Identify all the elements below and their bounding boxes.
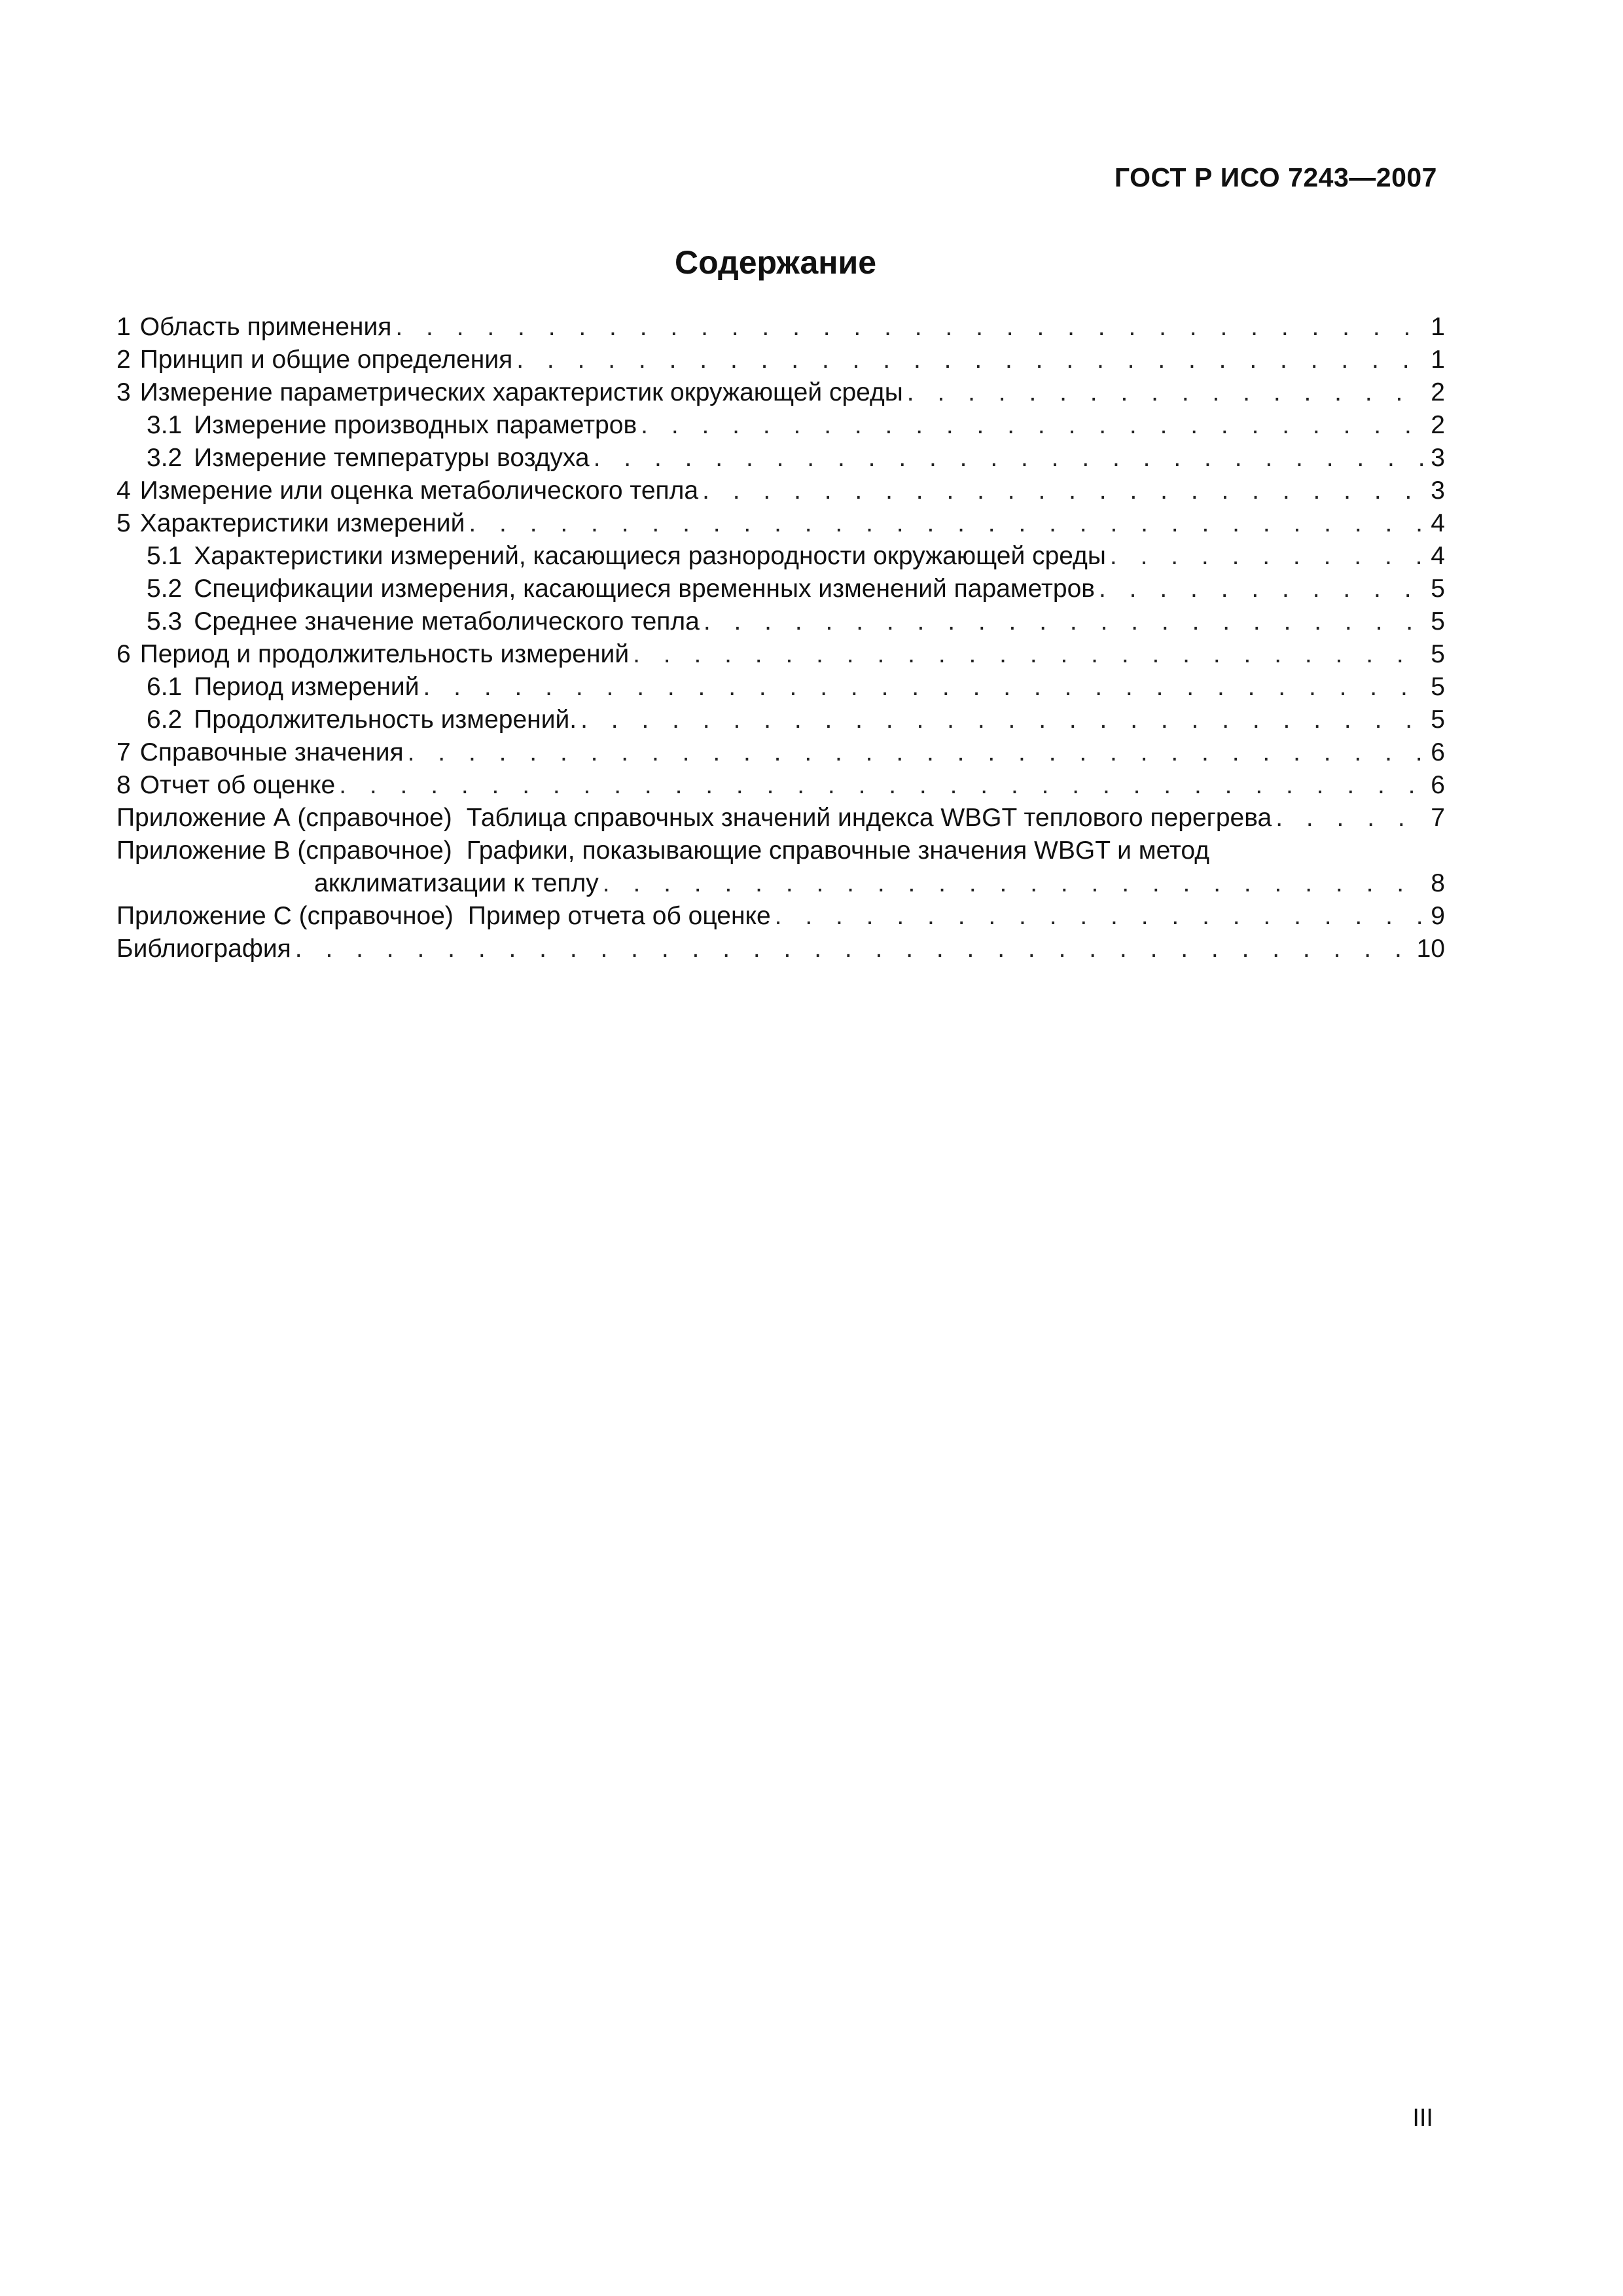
toc-dot-leader — [395, 311, 1427, 344]
toc-dot-leader — [1110, 540, 1427, 573]
toc-entry[interactable] — [116, 376, 1445, 409]
annex-page: 9 — [1431, 902, 1445, 930]
toc-entry-label: Измерение температуры воздуха — [194, 444, 590, 472]
toc-entry-page: 5 — [1431, 575, 1445, 603]
toc-subentry[interactable] — [116, 409, 1445, 442]
toc-entry-number: 5.2 — [147, 575, 183, 603]
toc-entry-number: 2 — [116, 346, 131, 374]
toc-bibliography[interactable] — [116, 933, 1445, 965]
toc-entry-number: 3.1 — [147, 411, 183, 439]
toc-subentry[interactable] — [116, 442, 1445, 475]
annex-label: Пример отчета об оценке — [467, 902, 771, 930]
toc-dot-leader — [1099, 573, 1427, 605]
toc-annex-a[interactable] — [116, 802, 1445, 834]
toc-entry-number: 7 — [116, 738, 131, 766]
toc-dot-leader — [633, 638, 1427, 671]
toc-dot-leader — [516, 344, 1427, 376]
toc-entry-label: Характеристики измерений, касающиеся разнородности окружающей среды — [194, 542, 1106, 570]
toc-dot-leader — [1275, 802, 1427, 834]
toc-entry-number: 1 — [116, 313, 131, 341]
toc-dot-leader — [775, 900, 1427, 933]
toc-dot-leader — [704, 605, 1427, 638]
annex-prefix: Приложение А (справочное) — [116, 804, 452, 832]
toc-entry-label: Отчет об оценке — [139, 771, 336, 799]
bibliography-page: 10 — [1416, 935, 1445, 963]
toc-entry[interactable] — [116, 736, 1445, 769]
annex-first-line — [116, 834, 1445, 867]
toc-entry-label: Принцип и общие определения — [139, 346, 513, 374]
toc-entry-page: 4 — [1431, 542, 1445, 570]
toc-entry[interactable] — [116, 638, 1445, 671]
toc-entry-page: 6 — [1431, 738, 1445, 766]
toc-entry-number: 8 — [116, 771, 131, 799]
annex-label: Графики, показывающие справочные значения WBGT и метод — [466, 836, 1209, 865]
bibliography-label: Библиография — [116, 935, 291, 963]
toc-entry-page: 4 — [1431, 509, 1445, 537]
toc-entry-number: 5.1 — [147, 542, 183, 570]
annex-prefix: Приложение С (справочное) — [116, 902, 454, 930]
toc-entry[interactable] — [116, 311, 1445, 344]
page-number: III — [1412, 2104, 1433, 2132]
toc-entry-number: 6.1 — [147, 673, 183, 701]
toc-entry-label: Измерение или оценка метаболического тепла — [139, 476, 699, 505]
toc-entry-label: Область применения — [139, 313, 392, 341]
annex-label-continuation: акклиматизации к теплу — [314, 869, 599, 897]
toc-entry-page: 3 — [1431, 444, 1445, 472]
toc-subentry[interactable] — [116, 704, 1445, 736]
toc-annex-b[interactable] — [116, 834, 1445, 900]
toc-entry-page: 5 — [1431, 706, 1445, 734]
toc-dot-leader — [603, 867, 1427, 900]
toc-dot-leader — [594, 442, 1427, 475]
toc-entry-label: Справочные значения — [139, 738, 404, 766]
toc-entry-page: 6 — [1431, 771, 1445, 799]
toc-dot-leader — [339, 769, 1427, 802]
toc-dot-leader — [408, 736, 1427, 769]
toc-entry-page: 2 — [1431, 378, 1445, 406]
toc-entry-label: Период измерений — [194, 673, 419, 701]
toc-annex-c[interactable] — [116, 900, 1445, 933]
toc-entry-number: 6.2 — [147, 706, 183, 734]
document-code: ГОСТ Р ИСО 7243—2007 — [1114, 162, 1437, 192]
annex-page: 8 — [1431, 869, 1445, 897]
toc-entry-page: 5 — [1431, 640, 1445, 668]
toc-entry-label: Спецификации измерения, касающиеся временных изменений параметров — [194, 575, 1096, 603]
toc-entry-label: Среднее значение метаболического тепла — [194, 607, 700, 636]
toc-subentry[interactable] — [116, 605, 1445, 638]
page-title: Содержание — [674, 244, 877, 281]
toc-entry[interactable] — [116, 507, 1445, 540]
toc-dot-leader — [423, 671, 1427, 704]
toc-dot-leader — [641, 409, 1427, 442]
toc-entry-page: 1 — [1431, 346, 1445, 374]
toc-entry-label: Измерение производных параметров — [194, 411, 637, 439]
toc-entry-label: Продолжительность измерений. — [194, 706, 577, 734]
toc-entry-page: 5 — [1431, 607, 1445, 636]
toc-dot-leader — [295, 933, 1413, 965]
toc-entry[interactable] — [116, 344, 1445, 376]
toc-entry-number: 5 — [116, 509, 131, 537]
toc-dot-leader — [580, 704, 1427, 736]
annex-label: Таблица справочных значений индекса WBGT теплового перегрева — [466, 804, 1272, 832]
toc-entry-label: Характеристики измерений — [139, 509, 465, 537]
toc-subentry[interactable] — [116, 671, 1445, 704]
toc-entry-label: Период и продолжительность измерений — [139, 640, 630, 668]
toc-entry-number: 3 — [116, 378, 131, 406]
toc-entry-number: 6 — [116, 640, 131, 668]
toc-subentry[interactable] — [116, 540, 1445, 573]
toc-entry[interactable] — [116, 769, 1445, 802]
toc-dot-leader — [469, 507, 1427, 540]
annex-page: 7 — [1431, 804, 1445, 832]
toc-entry-number: 5.3 — [147, 607, 183, 636]
toc-entry[interactable] — [116, 475, 1445, 507]
toc-entry-number: 4 — [116, 476, 131, 505]
toc-dot-leader — [702, 475, 1427, 507]
table-of-contents — [116, 311, 1445, 965]
toc-entry-page: 5 — [1431, 673, 1445, 701]
toc-entry-page: 2 — [1431, 411, 1445, 439]
toc-entry-label: Измерение параметрических характеристик окружающей среды — [139, 378, 903, 406]
toc-entry-page: 3 — [1431, 476, 1445, 505]
annex-continuation-line — [116, 867, 1445, 900]
annex-prefix: Приложение В (справочное) — [116, 836, 452, 865]
toc-entry-page: 1 — [1431, 313, 1445, 341]
toc-entry-number: 3.2 — [147, 444, 183, 472]
toc-dot-leader — [907, 376, 1427, 409]
toc-subentry[interactable] — [116, 573, 1445, 605]
